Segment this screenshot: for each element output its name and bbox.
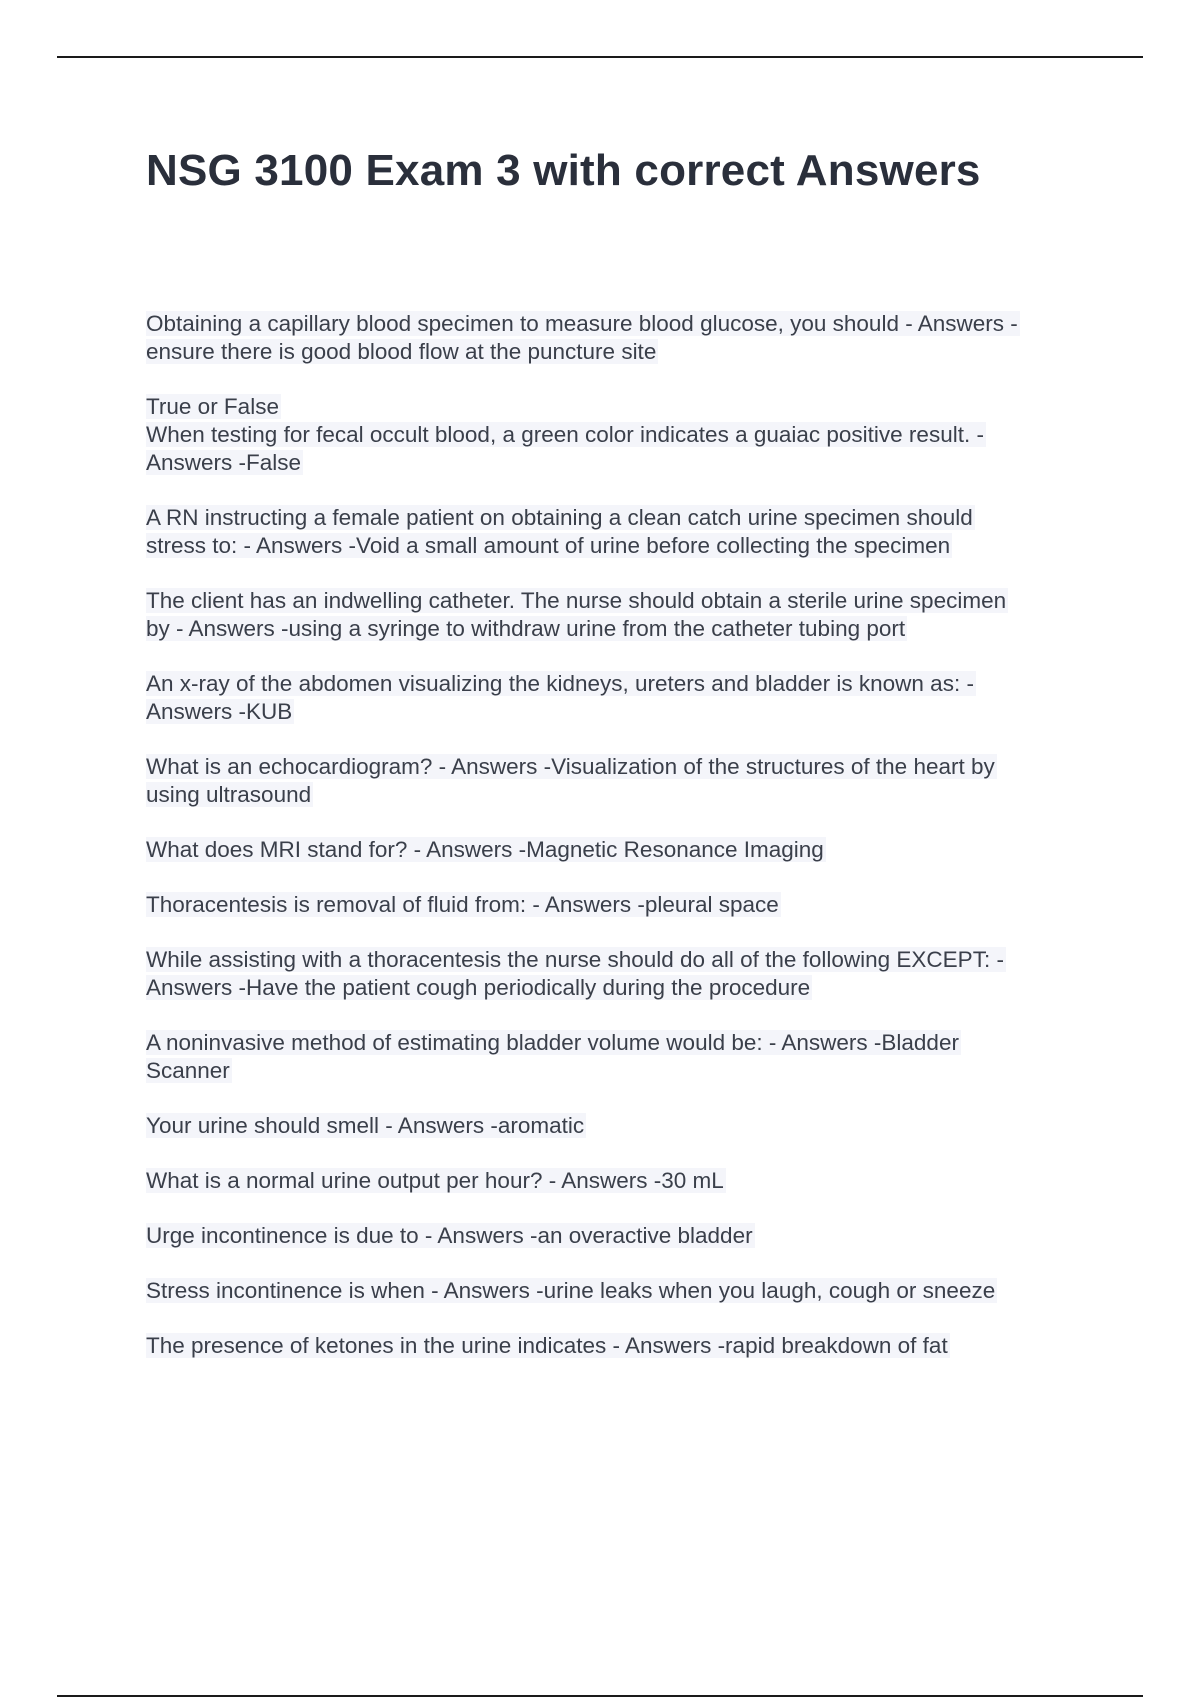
qa-text-line: A noninvasive method of estimating bladder volume would be: - Answers -Bladder: [146, 1030, 959, 1055]
qa-text-line: Your urine should smell - Answers -aromatic: [146, 1113, 585, 1138]
page-title: NSG 3100 Exam 3 with correct Answers: [146, 146, 981, 195]
qa-item: [146, 1167, 1096, 1195]
qa-text-line: A RN instructing a female patient on obtaining a clean catch urine specimen should: [146, 505, 973, 530]
qa-text-line: ensure there is good blood flow at the puncture site: [146, 339, 657, 364]
qa-item: [146, 393, 1096, 477]
qa-text-line: Answers -KUB: [146, 699, 293, 724]
qa-item: [146, 310, 1096, 366]
qa-text-line: When testing for fecal occult blood, a green color indicates a guaiac positive result. -: [146, 422, 984, 447]
qa-item: [146, 753, 1096, 809]
qa-item: [146, 1029, 1096, 1085]
qa-text-line: Stress incontinence is when - Answers -urine leaks when you laugh, cough or sneeze: [146, 1278, 996, 1303]
qa-text-line: The presence of ketones in the urine indicates - Answers -rapid breakdown of fat: [146, 1333, 948, 1358]
qa-text-line: Obtaining a capillary blood specimen to measure blood glucose, you should - Answers -: [146, 311, 1018, 336]
qa-text-line: What is a normal urine output per hour? - Answers -30 mL: [146, 1168, 724, 1193]
qa-text-line: using ultrasound: [146, 782, 312, 807]
qa-text-line: What is an echocardiogram? - Answers -Visualization of the structures of the heart by: [146, 754, 995, 779]
qa-text-line: by - Answers -using a syringe to withdraw urine from the catheter tubing port: [146, 616, 906, 641]
qa-item: [146, 1277, 1096, 1305]
qa-item: [146, 1222, 1096, 1250]
qa-item: [146, 1332, 1096, 1360]
qa-text-line: stress to: - Answers -Void a small amount of urine before collecting the specimen: [146, 533, 951, 558]
qa-text-line: Answers -Have the patient cough periodically during the procedure: [146, 975, 811, 1000]
qa-item: [146, 836, 1096, 864]
qa-text-line: An x-ray of the abdomen visualizing the kidneys, ureters and bladder is known as: -: [146, 671, 974, 696]
qa-text-line: Scanner: [146, 1058, 230, 1083]
qa-text-line: While assisting with a thoracentesis the nurse should do all of the following EXCEPT: -: [146, 947, 1004, 972]
qa-text-line: Answers -False: [146, 450, 302, 475]
qa-item: [146, 504, 1096, 560]
qa-text-line: True or False: [146, 394, 279, 419]
top-divider: [57, 56, 1143, 58]
qa-item: [146, 946, 1096, 1002]
qa-item: [146, 587, 1096, 643]
qa-item: [146, 891, 1096, 919]
qa-text-line: What does MRI stand for? - Answers -Magnetic Resonance Imaging: [146, 837, 824, 862]
qa-list: [146, 310, 1096, 1387]
bottom-divider: [57, 1695, 1143, 1697]
qa-item: [146, 670, 1096, 726]
qa-text-line: The client has an indwelling catheter. The nurse should obtain a sterile urine specimen: [146, 588, 1007, 613]
qa-item: [146, 1112, 1096, 1140]
qa-text-line: Urge incontinence is due to - Answers -an overactive bladder: [146, 1223, 753, 1248]
qa-text-line: Thoracentesis is removal of fluid from: - Answers -pleural space: [146, 892, 779, 917]
